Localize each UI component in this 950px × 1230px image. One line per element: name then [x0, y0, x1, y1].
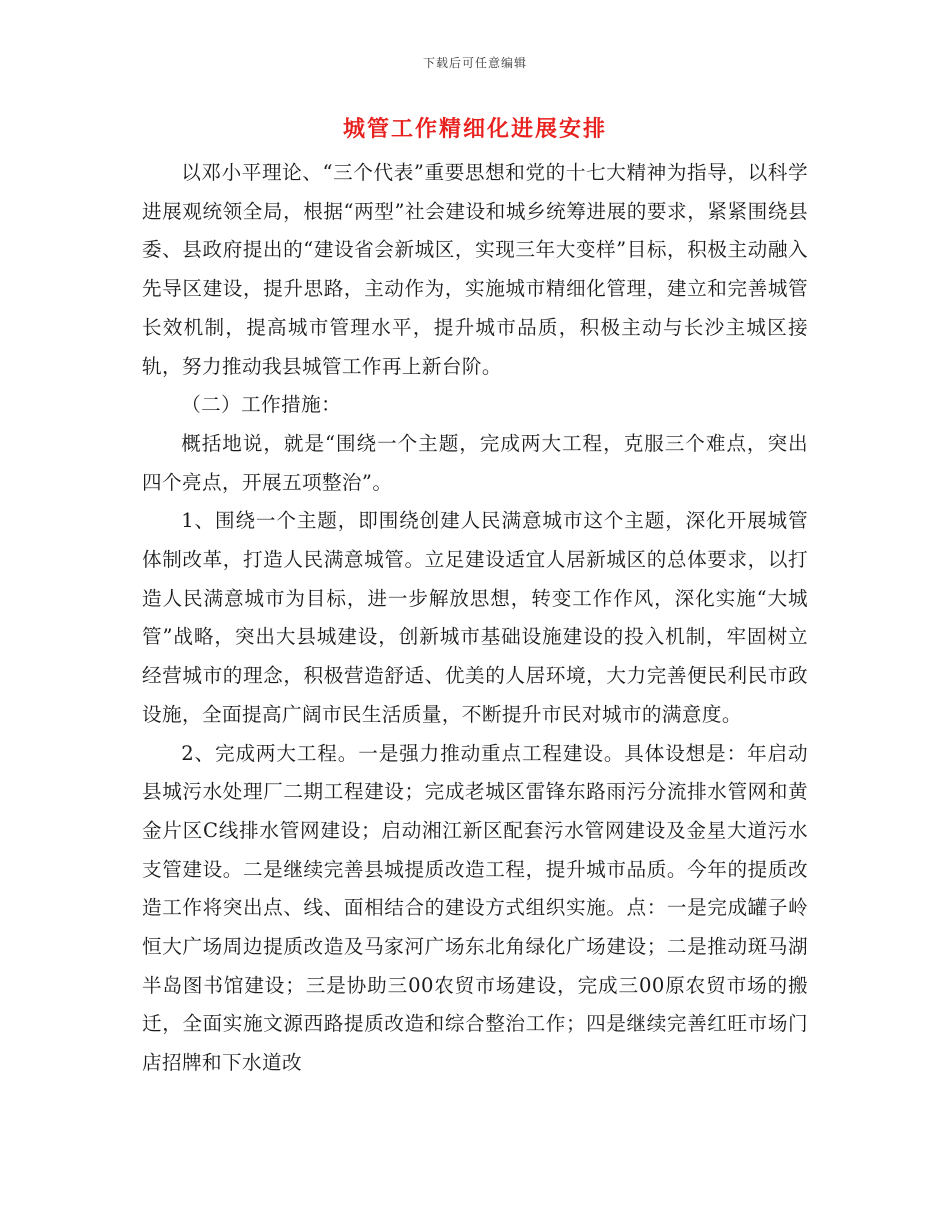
document-body [142, 154, 808, 1083]
document-title: 城管工作精细化进展安排 [342, 116, 607, 142]
paragraph-item-1: 1、围绕一个主题，即围绕创建人民满意城市这个主题，深化开展城管体制改革，打造人民满意城管。立足建设适宜人居新城区的总体要求，以打造人民满意城市为目标，进一步解放思想，转变工作作风，深化实施“大城管”战略，突出大县城建设，创新城市基础设施建设的投入机制，牢固树立经营城市的理念，积极营造舒适、优美的人居环境，大力完善便民利民市政设施，全面提高广阔市民生活质量，不断提升市民对城市的满意度。 [142, 509, 808, 726]
page-header-note: 下载后可任意编辑 [422, 56, 527, 70]
section-heading-measures: （二）工作措施： [181, 393, 342, 417]
paragraph-intro: 以邓小平理论、“三个代表”重要思想和党的十七大精神为指导，以科学进展观统领全局，根据“两型”社会建设和城乡统筹进展的要求，紧紧围绕县委、县政府提出的“建设省会新城区，实现三年大变样”目标，积极主动融入先导区建设，提升思路，主动作为，实施城市精细化管理，建立和完善城管长效机制，提高城市管理水平，提升城市品质，积极主动与长沙主城区接轨，努力推动我县城管工作再上新台阶。 [142, 161, 808, 378]
paragraph-item-2: 2、完成两大工程。一是强力推动重点工程建设。具体设想是：年启动县城污水处理厂二期工程建设；完成老城区雷锋东路雨污分流排水管网和黄金片区C线排水管网建设；启动湘江新区配套污水管网建设及金星大道污水支管建设。二是继续完善县城提质改造工程，提升城市品质。今年的提质改造工作将突出点、线、面相结合的建设方式组织实施。点：一是完成罐子岭恒大广场周边提质改造及马家河广场东北角绿化广场建设；二是推动斑马湖半岛图书馆建设；三是协助三00农贸市场建设，完成三00原农贸市场的搬迁，全面实施文源西路提质改造和综合整治工作；四是继续完善红旺市场门店招牌和下水道改 [142, 741, 808, 1075]
paragraph-summary: 概括地说，就是“围绕一个主题，完成两大工程，克服三个难点，突出四个亮点，开展五项整治”。 [142, 431, 808, 494]
